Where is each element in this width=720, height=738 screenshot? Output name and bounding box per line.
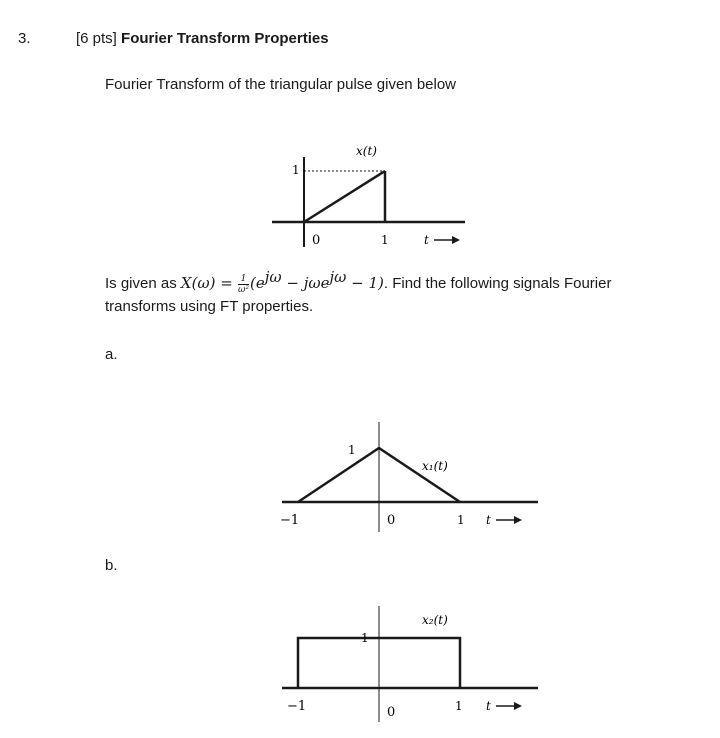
part-b-label: b.: [105, 557, 118, 574]
x-tick-neg1: −1: [280, 513, 300, 528]
x-tick-1: 1: [457, 513, 465, 527]
figure-x1-triangle: [270, 420, 550, 535]
fraction-denominator: ω²: [238, 284, 249, 295]
given-prefix: Is given as: [105, 275, 177, 292]
formula-fraction: [238, 274, 249, 295]
formula-end: − 1): [346, 274, 384, 292]
signal-label: x₁(t): [422, 459, 448, 473]
question-title: Fourier Transform Properties: [121, 30, 329, 47]
peak-label: 1: [348, 443, 356, 457]
question-header: [76, 30, 329, 47]
ramp-line: [304, 171, 385, 222]
part-a-label: a.: [105, 346, 118, 363]
t-arrow-head: [452, 236, 460, 244]
x-tick-0: 0: [312, 233, 321, 248]
formula-exp1: jω: [264, 268, 282, 286]
given-line-2: transforms using FT properties.: [105, 298, 314, 315]
formula-lhs: X(ω) =: [180, 274, 233, 292]
y-tick-1: 1: [292, 163, 300, 177]
x-tick-0: 0: [387, 513, 396, 528]
y-tick-1: 1: [361, 631, 369, 645]
intro-text: Fourier Transform of the triangular pulse given below: [105, 76, 457, 93]
fraction-numerator: 1: [238, 274, 249, 285]
formula-rhs: (e: [249, 274, 265, 292]
formula-exp2: jω: [329, 268, 347, 286]
t-label: t: [486, 699, 491, 713]
given-suffix: . Find the following signals Fourier: [383, 275, 612, 292]
formula-mid: − jωe: [281, 274, 330, 292]
x-tick-0: 0: [387, 705, 396, 720]
given-formula-line: [105, 268, 611, 295]
t-arrow-head: [514, 516, 522, 524]
signal-label: x(t): [356, 144, 377, 158]
x-tick-1: 1: [455, 699, 463, 713]
t-label: t: [424, 233, 429, 247]
figure-x-triangular-pulse: [260, 135, 480, 255]
question-points: [6 pts]: [76, 30, 117, 47]
t-arrow-head: [514, 702, 522, 710]
question-number: 3.: [18, 30, 31, 47]
t-label: t: [486, 513, 491, 527]
signal-label: x₂(t): [422, 613, 448, 627]
x-tick-1: 1: [381, 233, 389, 247]
figure-x2-rectangle: [270, 602, 550, 727]
x-tick-neg1: −1: [287, 699, 307, 714]
